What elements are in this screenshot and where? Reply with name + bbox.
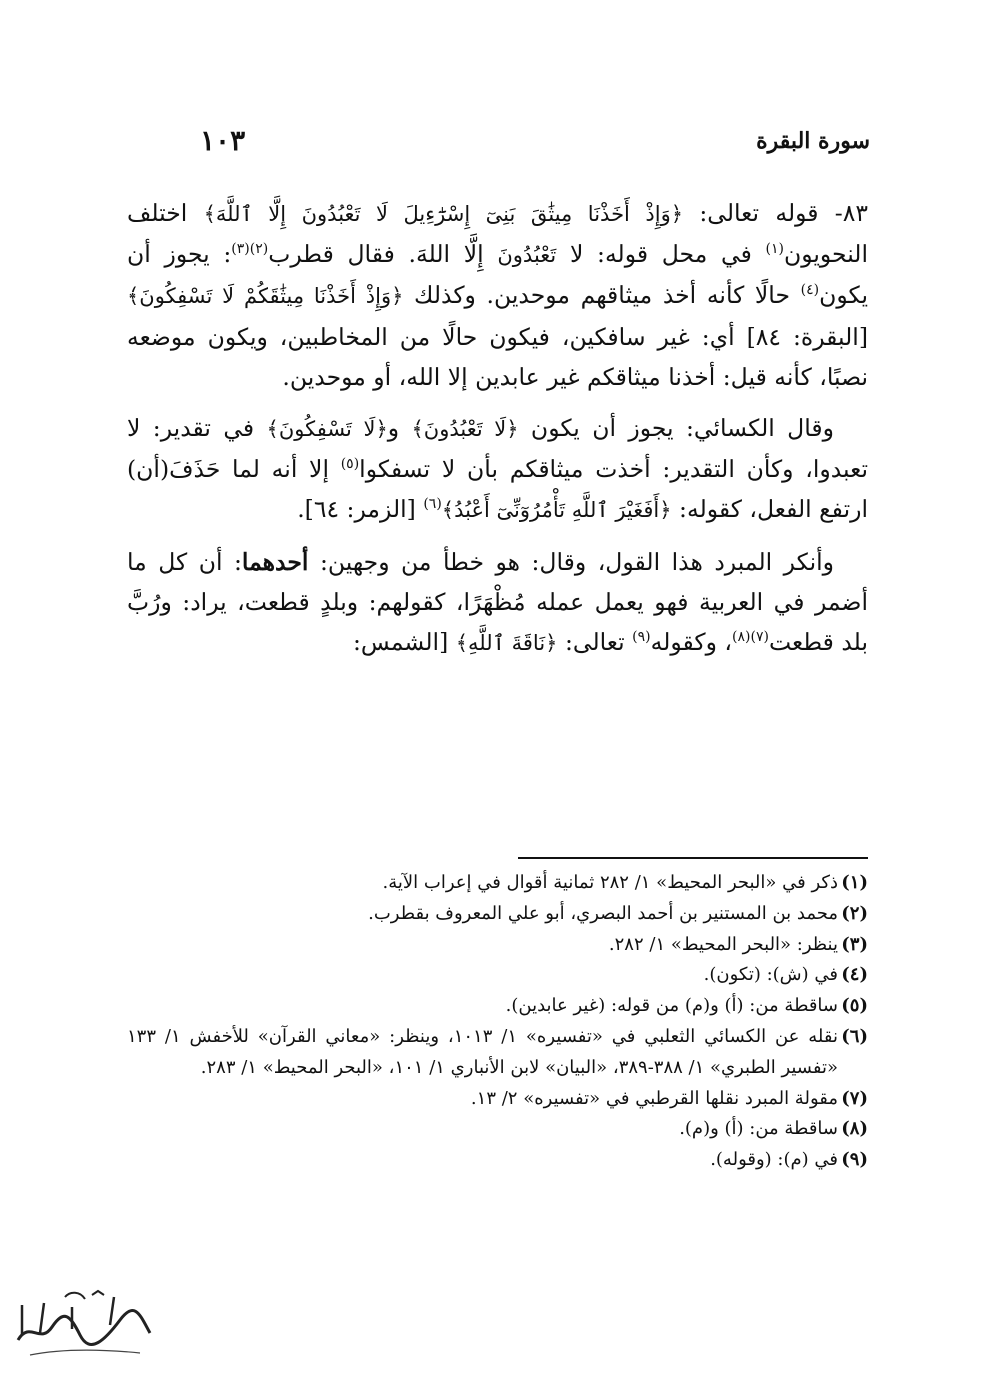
footnote <box>127 868 868 899</box>
footnote-text: ينظر: «البحر المحيط» ١/ ٢٨٢. <box>608 933 838 955</box>
footnote-number: (٥) <box>841 995 868 1017</box>
text-run: حالًا كأنه أخذ ميثاقهم موحدين. وكذلك <box>403 281 801 310</box>
footnote-ref[interactable]: (٧)(٨) <box>732 629 769 646</box>
footnote-text: ذكر في «البحر المحيط» ١/ ٢٨٢ ثمانية أقوال في إعراب الآية. <box>382 872 838 893</box>
footnote <box>127 899 868 930</box>
text-run: [الشمس: <box>352 628 456 657</box>
paragraph-2 <box>127 408 868 531</box>
bold-term: أحدهما <box>241 547 309 576</box>
text-run: في تقدير: لا تعبدوا، وكأن التقدير: أخذت ميثاقكم بأن لا تسفكوا <box>127 414 868 484</box>
surah-title: سورة البقرة <box>756 128 870 154</box>
footnote-ref[interactable]: (٦) <box>423 496 442 513</box>
page-number: ١٠٣ <box>200 124 246 157</box>
text-run: و <box>387 414 412 443</box>
footnote-ref[interactable]: (٩) <box>632 629 651 646</box>
footnote <box>127 930 868 961</box>
text-run: إِلَّا اللهَ. فقال قطرب <box>268 240 498 269</box>
footnote-text: محمد بن المستنير بن أحمد البصري، أبو علي المعروف بقطرب. <box>368 902 838 924</box>
text-run: [البقرة: ٨٤] أي: غير سافكين، فيكون حالًا من المخاطبين، ويكون موضعه نصبًا، كأنه قيل: أخذنا ميثاقكم غير عابدين إلا الله، أو موحدين. <box>127 322 868 391</box>
footnote-text: ساقطة من: (أ) و(م) من قوله: (غير عابدين). <box>505 995 838 1017</box>
text-run: وقال الكسائي: يجوز أن يكون <box>518 414 834 443</box>
quran-quote: تَعْبُدُونَ <box>497 243 557 268</box>
main-text <box>127 193 868 663</box>
footnote-text: في (ش): (تكون). <box>703 964 838 986</box>
footnote-number: (٧) <box>841 1087 868 1109</box>
footnote-number: (٢) <box>841 902 868 924</box>
footnote <box>127 991 868 1022</box>
footnote <box>127 1022 868 1084</box>
text-run: تعالى: <box>557 628 633 657</box>
footnote-separator <box>518 857 868 859</box>
text-run: : أن كل ما أضمر في العربية فهو يعمل عمله مُظْهَرًا، كقولهم: وبلدٍ قطعت، يراد: ورُبَّ بلد قطعت <box>127 547 868 657</box>
quran-quote: ﴿لَا تَسْفِكُونَ﴾ <box>266 417 388 442</box>
publisher-logo <box>10 1285 160 1365</box>
text-run: في محل قوله: لا <box>556 240 766 269</box>
footnotes <box>127 868 868 1176</box>
footnote-ref[interactable]: (٥) <box>340 456 360 473</box>
footnote-number: (١) <box>841 872 868 893</box>
footnote-ref[interactable]: (١) <box>765 241 784 258</box>
quran-quote: ﴿نَاقَةَ ٱللَّهِ﴾ <box>455 631 558 656</box>
footnote <box>127 1145 868 1176</box>
footnote-number: (٤) <box>841 964 868 986</box>
footnote-text: ساقطة من: (أ) و(م). <box>679 1118 838 1140</box>
text-run: [الزمر: ٦٤]. <box>297 495 424 524</box>
text-run: : يجوز أن يكون <box>127 240 868 310</box>
footnote-number: (٨) <box>841 1118 868 1140</box>
footnote-text: في (م): (وقوله). <box>710 1149 838 1171</box>
quran-quote: ﴿أَفَغَيْرَ ٱللَّهِ تَأْمُرُوٓنِّىٓ أَعْبُدُ﴾ <box>441 498 672 523</box>
text-run: وأنكر المبرد هذا القول، وقال: هو خطأ من وجهين: <box>308 547 834 576</box>
footnote-text: نقله عن الكسائي الثعلبي في «تفسيره» ١/ ١٠١٣، وينظر: «معاني القرآن» للأخفش ١/ ١٣٣ «تفسير الطبري» ١/ ٣٨٨-٣٨٩، «البيان» لابن الأنباري ١/ ١٠١، «البحر المحيط» ١/ ٢٨٣. <box>127 1025 839 1078</box>
footnote-ref[interactable]: (٢)(٣) <box>231 241 269 258</box>
quran-quote: ﴿لَا تَعْبُدُونَ﴾ <box>411 417 519 442</box>
text-run: اختلف النحويون <box>127 199 868 269</box>
text-run: ، وكقوله <box>650 628 732 657</box>
footnote <box>127 960 868 991</box>
footnote <box>127 1114 868 1145</box>
paragraph-3 <box>127 542 868 664</box>
footnote-text: مقولة المبرد نقلها القرطبي في «تفسيره» ٢/ ١٣. <box>470 1087 838 1109</box>
quran-quote: ﴿وَإِذْ أَخَذْنَا مِيثَٰقَ بَنِىٓ إِسْرَٰٓءِيلَ لَا تَعْبُدُونَ إِلَّا ٱللَّهَ﴾ <box>203 202 684 226</box>
footnote <box>127 1084 868 1115</box>
page-header <box>200 124 870 168</box>
footnote-ref[interactable]: (٤) <box>800 282 820 299</box>
paragraph-1 <box>127 193 868 397</box>
text-run: إلا أنه لما حَذَفَ(أن) ارتفع الفعل، كقوله: <box>127 455 868 524</box>
text-run: ٨٣- قوله تعالى: <box>683 199 868 227</box>
footnote-number: (٩) <box>841 1149 868 1171</box>
footnote-number: (٣) <box>841 933 868 955</box>
footnote-number: (٦) <box>841 1025 868 1047</box>
quran-quote: ﴿وَإِذْ أَخَذْنَا مِيثَٰقَكُمْ لَا تَسْفِكُونَ﴾ <box>127 284 404 309</box>
